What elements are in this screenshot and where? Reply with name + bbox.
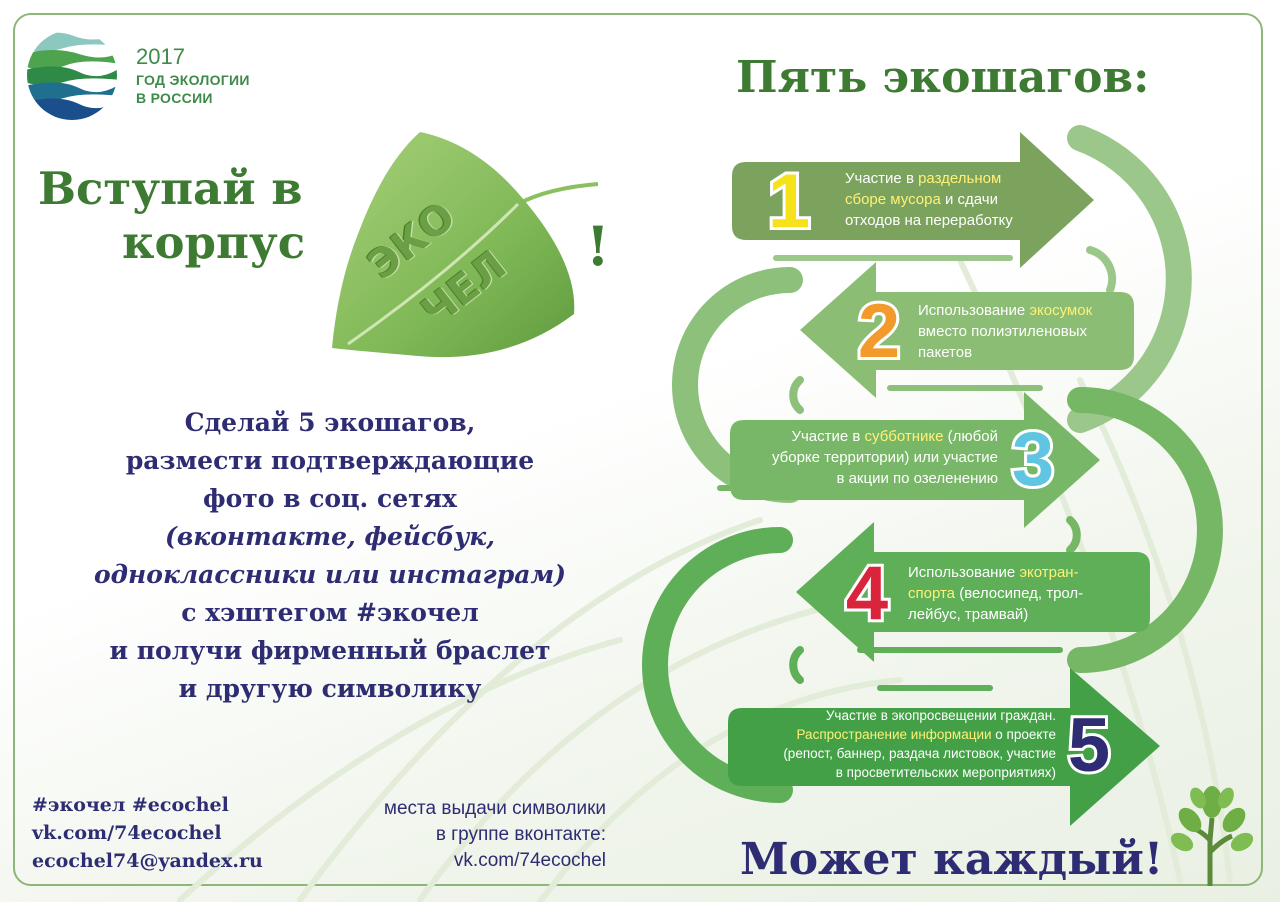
step-2-text	[918, 300, 1092, 363]
step-1-line-1: Участие в раздельном	[845, 170, 1002, 187]
step-4-number: 4	[845, 551, 889, 636]
step-4-line-1: Использование экотран-	[908, 564, 1079, 581]
body-line-8: и другую символику	[178, 674, 482, 703]
logo-line-1: ГОД ЭКОЛОГИИ	[136, 72, 250, 88]
body-line-3: фото в соц. сетях	[203, 484, 457, 513]
contact-vk-link[interactable]: vk.com/74ecochel	[32, 822, 222, 844]
step-4-line-3: лейбус, трамвай)	[908, 606, 1029, 623]
step-5-number: 5	[1067, 703, 1111, 788]
body-line-6: с хэштегом #экочел	[181, 598, 479, 627]
step-4-text	[908, 562, 1083, 625]
step-5-line-4: в просветительских мероприятиях)	[835, 765, 1056, 780]
body-line-7: и получи фирменный браслет	[109, 636, 551, 665]
slogan-exclamation: !	[586, 214, 610, 278]
step-2-line-1: Использование экосумок	[918, 302, 1093, 319]
body-line-1: Сделай 5 экошагов,	[184, 408, 476, 437]
step-2-line-2: вместо полиэтиленовых	[918, 323, 1087, 340]
step-3-number: 3	[1011, 417, 1055, 502]
places-line-1: места выдачи символики	[383, 798, 606, 819]
step-1-line-3: отходов на переработку	[845, 212, 1013, 229]
step-4-line-2: спорта (велосипед, трол-	[908, 585, 1084, 602]
step-3-line-1: Участие в субботнике (любой	[791, 428, 998, 445]
step-2-line-3: пакетов	[918, 344, 973, 361]
places-line-2: в группе вконтакте:	[435, 824, 606, 845]
leaf-word-chel: ЧЕЛ	[413, 242, 516, 336]
places-vk-link[interactable]: vk.com/74ecochel	[453, 850, 606, 871]
step-5-line-3: (репост, баннер, раздача листовок, участие	[783, 746, 1056, 761]
leaf-word-eko: ЭКО	[360, 193, 465, 289]
body-line-2: размести подтверждающие	[125, 446, 535, 475]
step-3-line-3: в акции по озеленению	[836, 470, 998, 487]
step-5-text	[700, 706, 1056, 782]
contact-email[interactable]: ecochel74@yandex.ru	[32, 850, 263, 872]
step-1-line-2: сборе мусора и сдачи	[845, 191, 998, 208]
steps-heading: Пять экошагов:	[736, 52, 1150, 103]
step-5-line-1: Участие в экопросвещении граждан.	[825, 708, 1056, 723]
slogan-line-2: корпус	[122, 216, 306, 269]
step-5-line-2: Распространение информации о проекте	[796, 727, 1056, 742]
logo-year: 2017	[136, 44, 185, 69]
body-line-4: (вконтакте, фейсбук,	[165, 522, 495, 551]
logo-line-2: В РОССИИ	[136, 90, 213, 106]
step-2-number: 2	[857, 289, 901, 374]
contact-hashtags: #экочел #ecochel	[32, 794, 229, 816]
final-heading: Может каждый!	[740, 834, 1164, 885]
step-1-number: 1	[767, 159, 811, 244]
step-3-text	[700, 426, 998, 489]
body-line-5: одноклассники или инстаграм)	[94, 560, 566, 589]
step-1-text	[845, 168, 1013, 231]
tree-icon	[1170, 780, 1256, 886]
step-3-line-2: уборке территории) или участие	[771, 449, 998, 466]
slogan-line-1: Вступай в	[38, 162, 303, 215]
